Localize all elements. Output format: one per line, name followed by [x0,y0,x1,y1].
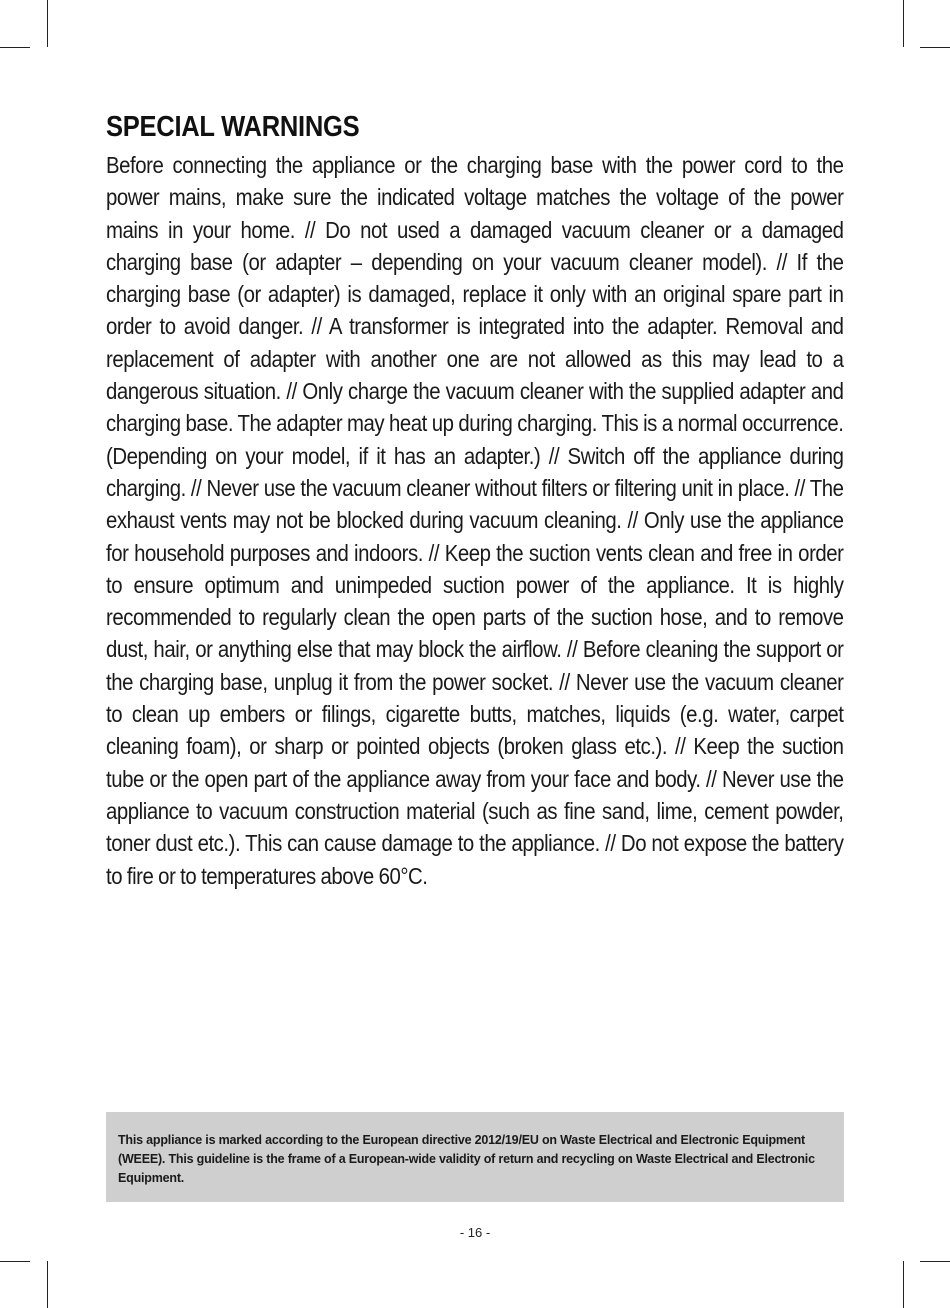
crop-mark-top-right-horizontal [920,47,950,48]
crop-mark-bottom-left-horizontal [0,1261,30,1262]
crop-mark-top-left-vertical [47,0,48,47]
crop-mark-bottom-right-horizontal [920,1261,950,1262]
crop-mark-bottom-right-vertical [903,1261,904,1308]
crop-mark-bottom-left-vertical [47,1261,48,1308]
weee-notice-text: This appliance is marked according to the European directive 2012/19/EU on Waste Electrical and Electronic Equipment (WEEE). This guideline is the frame of a European-wide validity of return and recycling on Waste Electrical and Electronic Equipment. [118,1133,815,1185]
page-number: - 16 - [459,1225,491,1240]
crop-mark-top-right-vertical [903,0,904,47]
weee-notice-box [106,1112,844,1202]
warnings-paragraph: Before connecting the appliance or the charging base with the power cord to the power mains, make sure the indicated voltage matches the voltage of the power mains in your home. // Do not used a damaged vacuum cleaner or a damaged charging base (or adapter – depending on your vacuum cleaner model). // If the charging base (or adapter) is damaged, replace it only with an original spare part in order to avoid danger. // A transformer is integrated into the adapter. Removal and replacement of adapter with another one are not allowed as this may lead to a dangerous situation. // Only charge the vacuum cleaner with the supplied adapter and charging base. The adapter may heat up during charging. This is a normal occurrence. (Depending on your model, if it has an adapter.) // Switch off the appliance during charging. // Never use the vacuum cleaner without filters or filtering unit in place. // The exhaust vents may not be blocked during vacuum cleaning. // Only use the appliance for household purposes and indoors. // Keep the suction vents clean and free in order to ensure optimum and unimpeded suction power of the appliance. It is highly recommended to regularly clean the open parts of the suction hose, and to remove dust, hair, or anything else that may block the airflow. // Before cleaning the support or the charging base, unplug it from the power socket. // Never use the vacuum cleaner to clean up embers or filings, cigarette butts, matches, liquids (e.g. water, carpet cleaning foam), or sharp or pointed objects (broken glass etc.). // Keep the suction tube or the open part of the appliance away from your face and body. // Never use the appliance to vacuum construction material (such as fine sand, lime, cement powder, toner dust etc.). This can cause damage to the appliance. // Do not expose the battery to fire or to temperatures above 60°C. [106,152,844,889]
section-title: SPECIAL WARNINGS [106,111,360,143]
crop-mark-top-left-horizontal [0,47,30,48]
